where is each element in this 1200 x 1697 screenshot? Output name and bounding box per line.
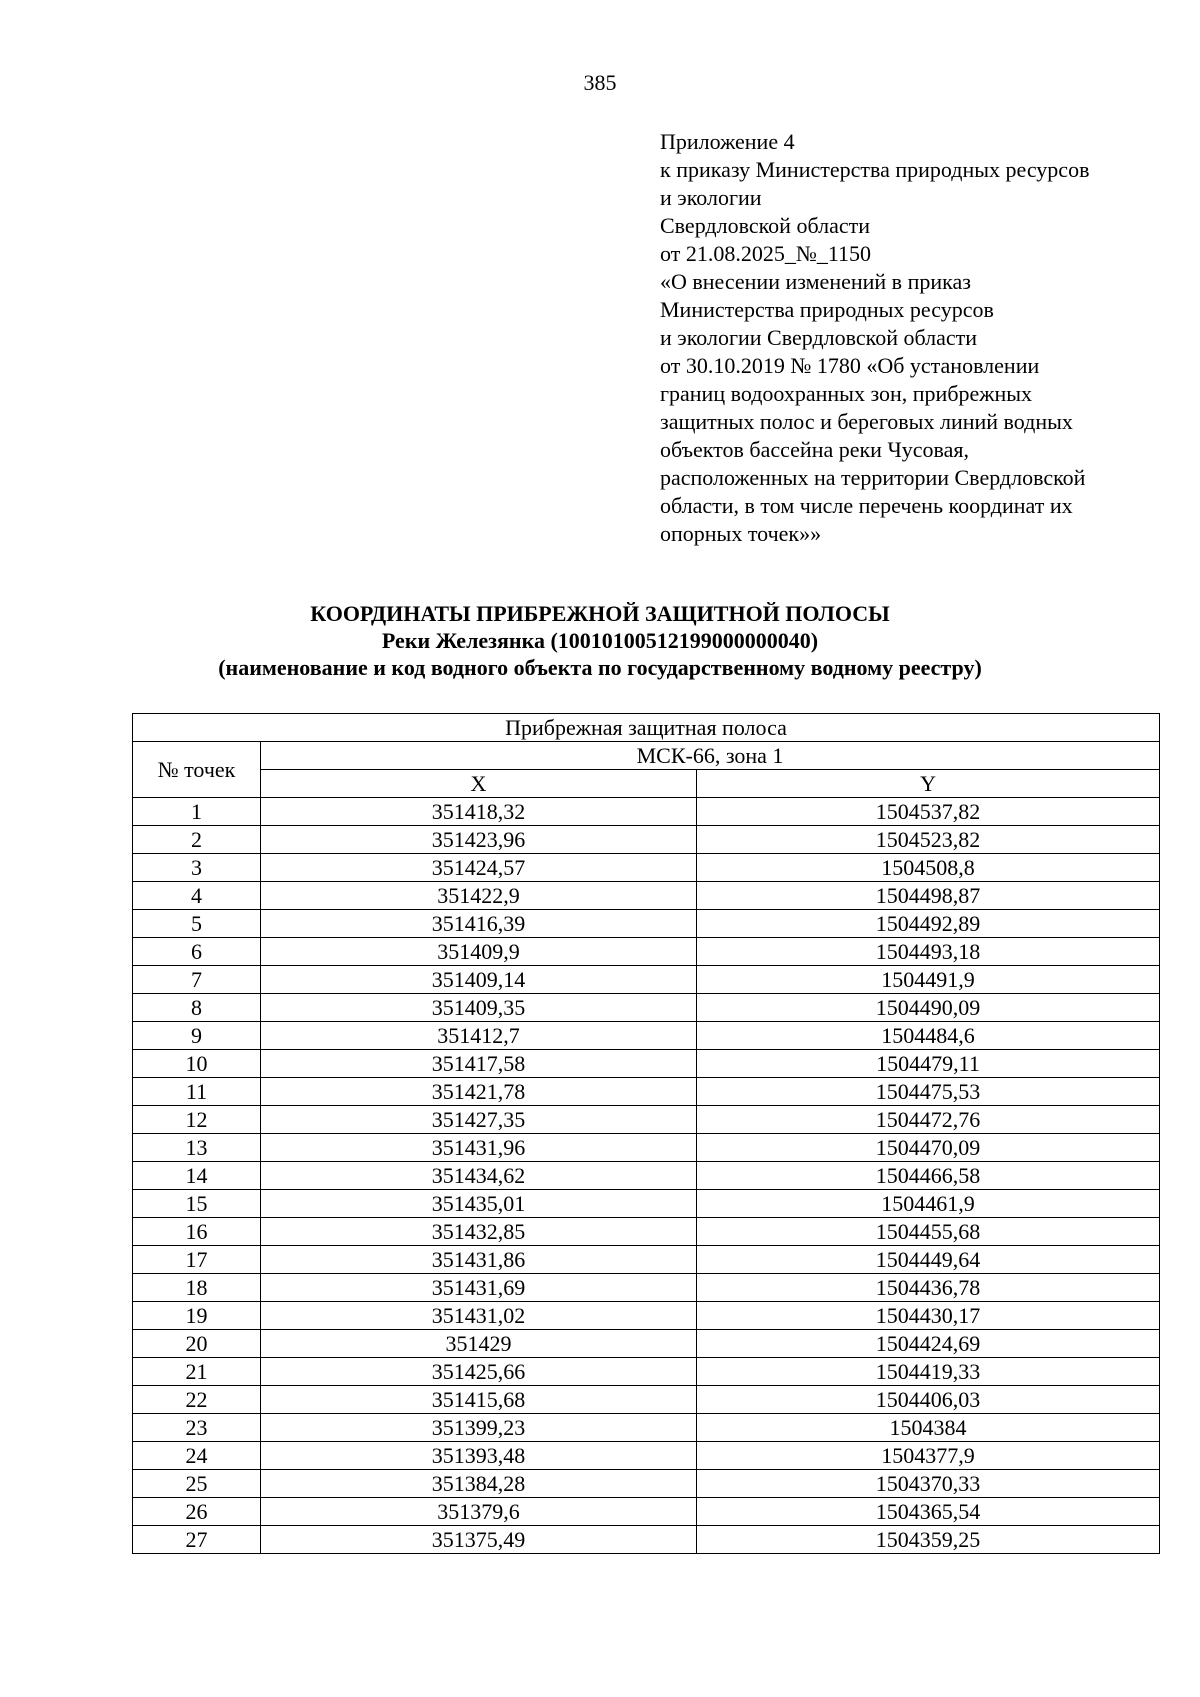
point-number-cell: 17 (133, 1246, 261, 1274)
appendix-line: опорных точек»» (660, 521, 822, 546)
table-row (133, 1078, 1160, 1106)
y-coordinate-cell: 1504472,76 (697, 1106, 1160, 1134)
point-number-cell: 20 (133, 1330, 261, 1358)
y-coordinate-cell: 1504436,78 (697, 1274, 1160, 1302)
x-coordinate-cell: 351434,62 (261, 1162, 697, 1190)
y-coordinate-cell: 1504384 (697, 1414, 1160, 1442)
x-coordinate-cell: 351431,02 (261, 1302, 697, 1330)
x-coordinate-cell: 351415,68 (261, 1386, 697, 1414)
heading-object: Реки Железянка (10010100512199000000040) (381, 628, 819, 653)
y-coordinate-cell: 1504479,11 (697, 1050, 1160, 1078)
table-row (133, 1190, 1160, 1218)
x-coordinate-cell: 351431,86 (261, 1246, 697, 1274)
point-number-cell: 10 (133, 1050, 261, 1078)
x-coordinate-cell: 351431,96 (261, 1134, 697, 1162)
appendix-line: и экологии Свердловской области (660, 325, 978, 350)
point-number-cell: 27 (133, 1526, 261, 1554)
column-header-points: № точек (133, 742, 261, 798)
table-header-row (133, 742, 1160, 770)
appendix-line: области, в том числе перечень координат их (660, 493, 1073, 518)
column-header-y: Y (697, 770, 1160, 798)
point-number-cell: 5 (133, 910, 261, 938)
x-coordinate-cell: 351431,69 (261, 1274, 697, 1302)
appendix-line: Приложение 4 (660, 129, 795, 154)
y-coordinate-cell: 1504537,82 (697, 798, 1160, 826)
point-number-cell: 14 (133, 1162, 261, 1190)
column-header-x: X (261, 770, 697, 798)
point-number-cell: 25 (133, 1470, 261, 1498)
point-number-cell: 21 (133, 1358, 261, 1386)
table-row (133, 882, 1160, 910)
x-coordinate-cell: 351409,14 (261, 966, 697, 994)
y-coordinate-cell: 1504419,33 (697, 1358, 1160, 1386)
table-row (133, 1162, 1160, 1190)
appendix-line: расположенных на территории Свердловской (660, 465, 1086, 490)
y-coordinate-cell: 1504470,09 (697, 1134, 1160, 1162)
appendix-line: объектов бассейна реки Чусовая, (660, 437, 969, 462)
point-number-cell: 8 (133, 994, 261, 1022)
y-coordinate-cell: 1504508,8 (697, 854, 1160, 882)
table-row (133, 798, 1160, 826)
table-row (133, 826, 1160, 854)
point-number-cell: 11 (133, 1078, 261, 1106)
point-number-cell: 15 (133, 1190, 261, 1218)
point-number-cell: 7 (133, 966, 261, 994)
y-coordinate-cell: 1504491,9 (697, 966, 1160, 994)
page-number: 385 (583, 70, 617, 95)
table-row (133, 1526, 1160, 1554)
y-coordinate-cell: 1504430,17 (697, 1302, 1160, 1330)
x-coordinate-cell: 351418,32 (261, 798, 697, 826)
appendix-line: Министерства природных ресурсов (660, 297, 994, 322)
table-subheader-row (133, 770, 1160, 798)
point-number-cell: 16 (133, 1218, 261, 1246)
appendix-line: «О внесении изменений в приказ (660, 269, 971, 294)
table-row (133, 854, 1160, 882)
appendix-line: защитных полос и береговых линий водных (660, 409, 1073, 434)
x-coordinate-cell: 351432,85 (261, 1218, 697, 1246)
y-coordinate-cell: 1504455,68 (697, 1218, 1160, 1246)
x-coordinate-cell: 351416,39 (261, 910, 697, 938)
point-number-cell: 22 (133, 1386, 261, 1414)
appendix-line: к приказу Министерства природных ресурсов (660, 157, 1090, 182)
coordinates-table (132, 713, 1160, 1554)
point-number-cell: 26 (133, 1498, 261, 1526)
point-number-cell: 13 (133, 1134, 261, 1162)
x-coordinate-cell: 351427,35 (261, 1106, 697, 1134)
appendix-line: Свердловской области (660, 213, 870, 238)
table-caption: Прибрежная защитная полоса (133, 714, 1160, 742)
point-number-cell: 19 (133, 1302, 261, 1330)
y-coordinate-cell: 1504475,53 (697, 1078, 1160, 1106)
y-coordinate-cell: 1504498,87 (697, 882, 1160, 910)
table-row (133, 1134, 1160, 1162)
table-row (133, 938, 1160, 966)
y-coordinate-cell: 1504359,25 (697, 1526, 1160, 1554)
heading-title: КООРДИНАТЫ ПРИБРЕЖНОЙ ЗАЩИТНОЙ ПОЛОСЫ (310, 601, 890, 626)
appendix-line: и экологии (660, 185, 762, 210)
y-coordinate-cell: 1504377,9 (697, 1442, 1160, 1470)
x-coordinate-cell: 351429 (261, 1330, 697, 1358)
y-coordinate-cell: 1504365,54 (697, 1498, 1160, 1526)
y-coordinate-cell: 1504484,6 (697, 1022, 1160, 1050)
x-coordinate-cell: 351423,96 (261, 826, 697, 854)
table-row (133, 1330, 1160, 1358)
x-coordinate-cell: 351393,48 (261, 1442, 697, 1470)
point-number-cell: 18 (133, 1274, 261, 1302)
table-row (133, 1022, 1160, 1050)
x-coordinate-cell: 351424,57 (261, 854, 697, 882)
y-coordinate-cell: 1504461,9 (697, 1190, 1160, 1218)
x-coordinate-cell: 351409,9 (261, 938, 697, 966)
point-number-cell: 3 (133, 854, 261, 882)
table-row (133, 1106, 1160, 1134)
y-coordinate-cell: 1504493,18 (697, 938, 1160, 966)
x-coordinate-cell: 351417,58 (261, 1050, 697, 1078)
appendix-line: от 30.10.2019 № 1780 «Об установлении (660, 353, 1040, 378)
point-number-cell: 9 (133, 1022, 261, 1050)
table-row (133, 1414, 1160, 1442)
x-coordinate-cell: 351425,66 (261, 1358, 697, 1386)
table-row (133, 1274, 1160, 1302)
y-coordinate-cell: 1504370,33 (697, 1470, 1160, 1498)
point-number-cell: 12 (133, 1106, 261, 1134)
x-coordinate-cell: 351422,9 (261, 882, 697, 910)
y-coordinate-cell: 1504492,89 (697, 910, 1160, 938)
x-coordinate-cell: 351384,28 (261, 1470, 697, 1498)
point-number-cell: 4 (133, 882, 261, 910)
point-number-cell: 2 (133, 826, 261, 854)
table-row (133, 1246, 1160, 1274)
point-number-cell: 6 (133, 938, 261, 966)
table-row (133, 966, 1160, 994)
x-coordinate-cell: 351379,6 (261, 1498, 697, 1526)
y-coordinate-cell: 1504490,09 (697, 994, 1160, 1022)
heading-note: (наименование и код водного объекта по государственному водному реестру) (218, 655, 982, 680)
y-coordinate-cell: 1504523,82 (697, 826, 1160, 854)
table-row (133, 994, 1160, 1022)
table-row (133, 1358, 1160, 1386)
coordinate-system-header: МСК-66, зона 1 (261, 742, 1160, 770)
table-row (133, 910, 1160, 938)
document-heading (0, 600, 1200, 681)
table-row (133, 1442, 1160, 1470)
y-coordinate-cell: 1504406,03 (697, 1386, 1160, 1414)
appendix-line: от 21.08.2025_№_1150 (660, 241, 871, 266)
point-number-cell: 24 (133, 1442, 261, 1470)
appendix-block (660, 128, 1180, 548)
x-coordinate-cell: 351399,23 (261, 1414, 697, 1442)
table-row (133, 1386, 1160, 1414)
x-coordinate-cell: 351435,01 (261, 1190, 697, 1218)
table-row (133, 1050, 1160, 1078)
appendix-line: границ водоохранных зон, прибрежных (660, 381, 1033, 406)
table-row (133, 1302, 1160, 1330)
x-coordinate-cell: 351409,35 (261, 994, 697, 1022)
table-caption-row (133, 714, 1160, 742)
table-row (133, 1218, 1160, 1246)
y-coordinate-cell: 1504449,64 (697, 1246, 1160, 1274)
point-number-cell: 23 (133, 1414, 261, 1442)
x-coordinate-cell: 351412,7 (261, 1022, 697, 1050)
y-coordinate-cell: 1504466,58 (697, 1162, 1160, 1190)
point-number-cell: 1 (133, 798, 261, 826)
y-coordinate-cell: 1504424,69 (697, 1330, 1160, 1358)
x-coordinate-cell: 351421,78 (261, 1078, 697, 1106)
table-row (133, 1498, 1160, 1526)
table-row (133, 1470, 1160, 1498)
x-coordinate-cell: 351375,49 (261, 1526, 697, 1554)
